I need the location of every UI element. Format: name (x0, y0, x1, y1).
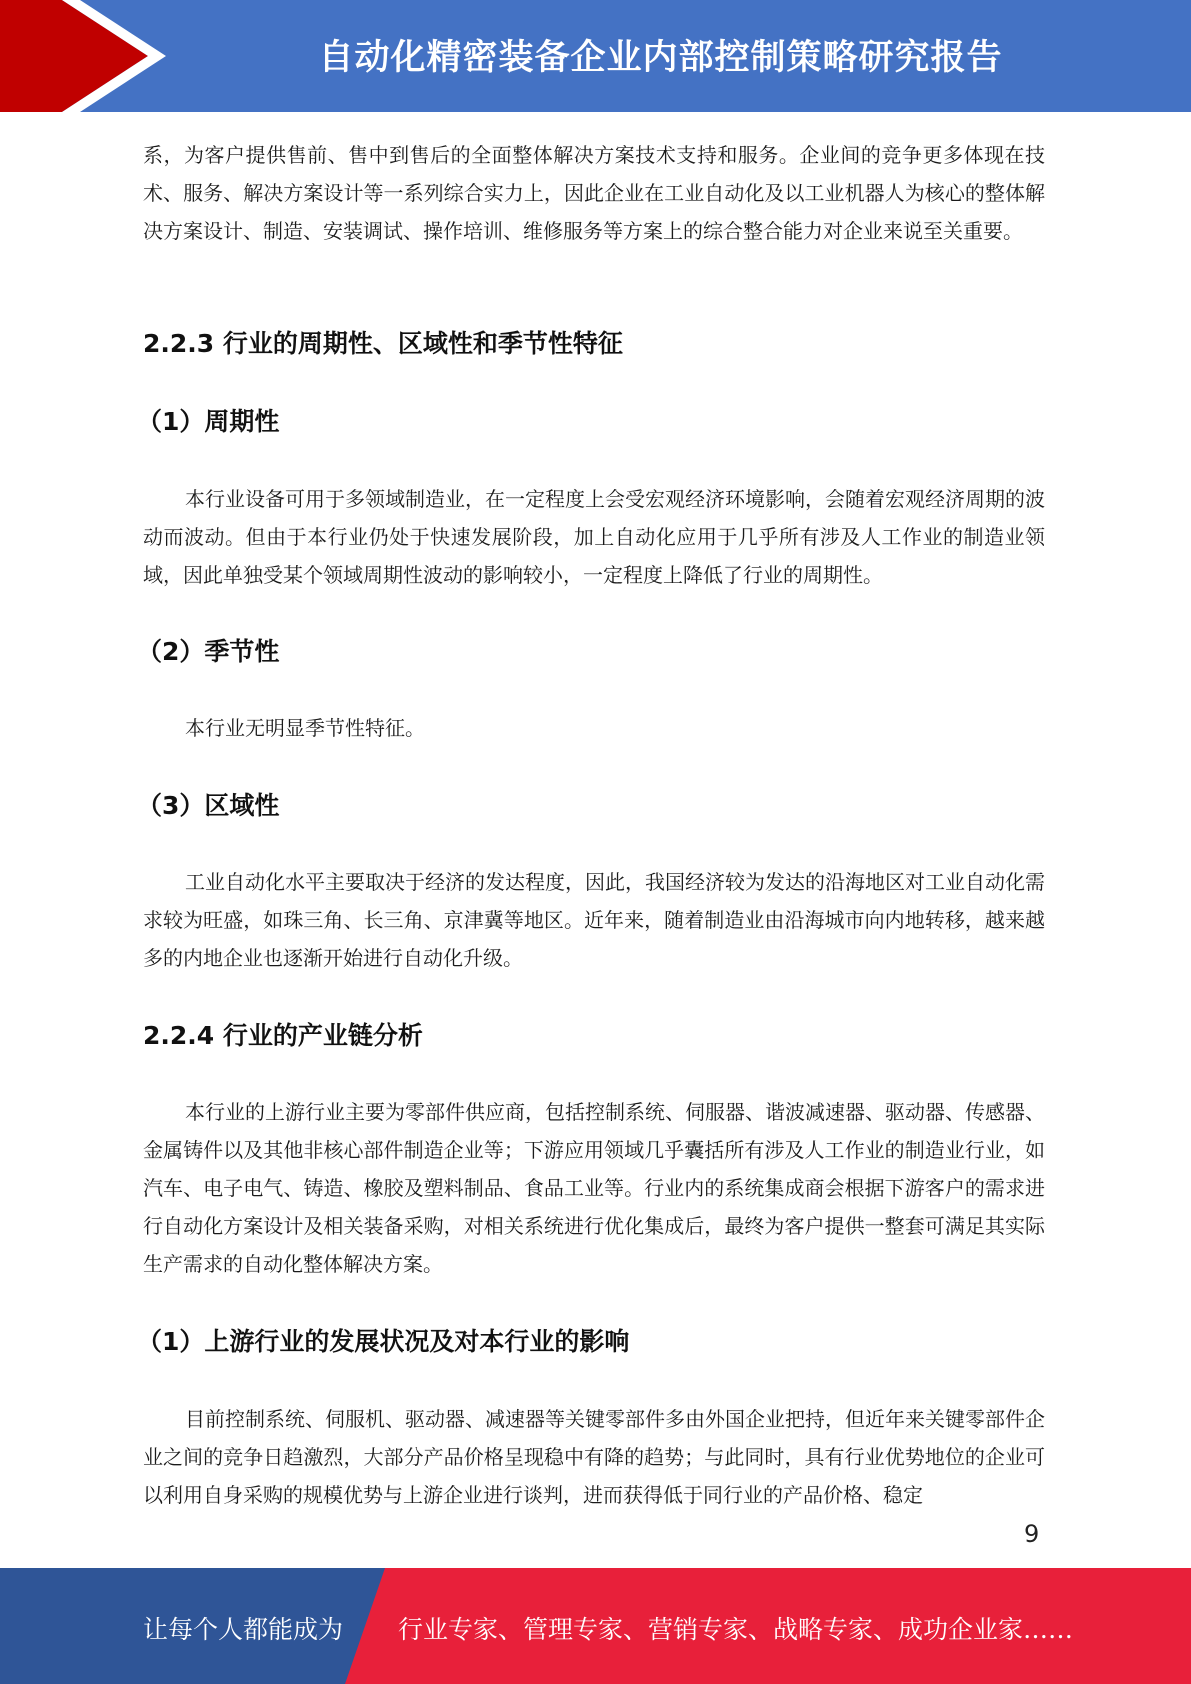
section-heading-2-2-3: 2.2.3 行业的周期性、区域性和季节性特征 (143, 329, 623, 358)
page-header (0, 0, 1191, 112)
subheading-cyclical: （1）周期性 (137, 407, 280, 436)
paragraph-seasonal: 本行业无明显季节性特征。 (185, 716, 425, 740)
section-heading-2-2-4: 2.2.4 行业的产业链分析 (143, 1021, 423, 1050)
paragraph-industry-chain: 本行业的上游行业主要为零部件供应商，包括控制系统、伺服器、谐波减速器、驱动器、传感器、金属铸件以及其他非核心部件制造企业等；下游应用领域几乎囊括所有涉及人工作业的制造业行业，如汽车、电子电气、铸造、橡胶及塑料制品、食品工业等。行业内的系统集成商会根据下游客户的需求进行自动化方案设计及相关装备采购，对相关系统进行优化集成后，最终为客户提供一整套可满足其实际生产需求的自动化整体解决方案。 (143, 1100, 1045, 1276)
subheading-regional: （3）区域性 (137, 791, 280, 820)
subheading-upstream: （1）上游行业的发展状况及对本行业的影响 (137, 1327, 630, 1356)
report-title: 自动化精密装备企业内部控制策略研究报告 (318, 38, 1003, 78)
paragraph-cyclical: 本行业设备可用于多领域制造业，在一定程度上会受宏观经济环境影响，会随着宏观经济周期的波动而波动。但由于本行业仍处于快速发展阶段，加上自动化应用于几乎所有涉及人工作业的制造业领域，因此单独受某个领域周期性波动的影响较小，一定程度上降低了行业的周期性。 (143, 487, 1045, 587)
intro-paragraph: 系，为客户提供售前、售中到售后的全面整体解决方案技术支持和服务。企业间的竞争更多体现在技术、服务、解决方案设计等一系列综合实力上，因此企业在工业自动化及以工业机器人为核心的整体解决方案设计、制造、安装调试、操作培训、维修服务等方案上的综合整合能力对企业来说至关重要。 (143, 143, 1045, 243)
footer-slogan-right: 行业专家、管理专家、营销专家、战略专家、成功企业家…… (398, 1615, 1074, 1644)
footer-slogan-left: 让每个人都能成为 (143, 1615, 344, 1644)
page-number: 9 (1024, 1520, 1040, 1548)
page-footer (0, 1568, 1191, 1684)
paragraph-upstream: 目前控制系统、伺服机、驱动器、减速器等关键零部件多由外国企业把持，但近年来关键零部件企业之间的竞争日趋激烈，大部分产品价格呈现稳中有降的趋势；与此同时，具有行业优势地位的企业可以利用自身采购的规模优势与上游企业进行谈判，进而获得低于同行业的产品价格、稳定 (143, 1407, 1045, 1507)
paragraph-regional: 工业自动化水平主要取决于经济的发达程度，因此，我国经济较为发达的沿海地区对工业自动化需求较为旺盛，如珠三角、长三角、京津冀等地区。近年来，随着制造业由沿海城市向内地转移，越来越多的内地企业也逐渐开始进行自动化升级。 (143, 870, 1045, 970)
subheading-seasonal: （2）季节性 (137, 637, 280, 666)
